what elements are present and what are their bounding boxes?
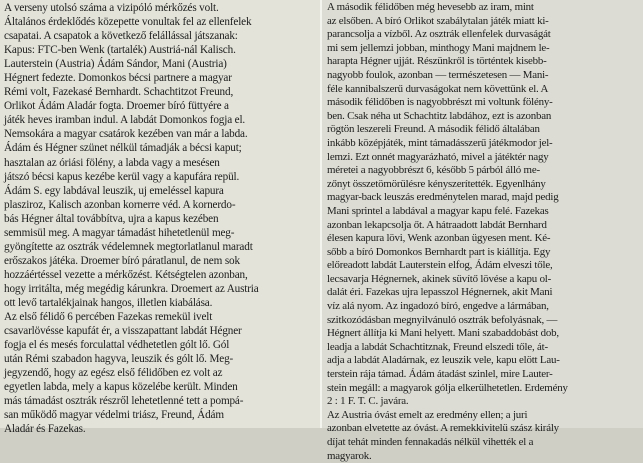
text-line: sőbb a bíró Domonkos Bernhardt part is kiállítja. Egy xyxy=(327,245,551,258)
text-line: Mani sprintel a labdával a magyar kapu felé. Fazekas xyxy=(327,204,549,217)
text-line: A verseny utolsó száma a vizipóló mérkőzés volt. xyxy=(4,2,219,14)
text-line: bás Hégner által továbbítva, ujra a kapus kezében xyxy=(4,212,219,225)
text-line: Hégnert állítja ki Mani helyett. Mani szabaddobást dob, xyxy=(327,327,559,340)
text-line: inkább középjáték, mint támadásszerű játékmodor jel- xyxy=(327,136,553,149)
text-line: lecsavarja Hégnernek, akinek süvítő lövése a kapu ol- xyxy=(327,272,552,285)
text-line: magyarok. xyxy=(327,449,372,462)
text-line: után Rémi szabadon hagyva, leuszik és gólt lő. Meg- xyxy=(4,353,234,366)
text-line: parancsolja a vízből. Az osztrák ellenfelek durvaságát xyxy=(327,28,551,41)
text-line: mi sem jellemzi jobban, minthogy Mani majdnem le- xyxy=(327,41,550,54)
text-line: más támadást osztrák részről lehetetlenné tett a pompá- xyxy=(4,395,244,408)
text-line: magyar-back leuszás eredménytelen marad, majd pedig xyxy=(327,191,559,204)
text-line: harapta Hégner ujját. Részünkről is történtek kisebb- xyxy=(327,55,547,68)
text-line: Kapus: FTC-ben Wenk (tartalék) Austriá-nál Kalisch. xyxy=(4,44,236,57)
text-line: dalát éri. Fazekas ujra lepasszol Hégnernek, akit Mani xyxy=(327,286,553,299)
text-line: azonban elvetette az óvást. A remekkivitelü szász király xyxy=(327,422,559,435)
text-line: nagyobb foulok, azonban — természetesen — Mani- xyxy=(327,68,549,81)
text-line: Aladár és Fazekas. xyxy=(4,423,86,436)
text-line: rögtön leszereli Freund. A második félidő általában xyxy=(327,123,540,136)
text-line: játszó bécsi kapus kezébe kerül vagy a kapufára repül. xyxy=(4,170,240,183)
text-line: Az Austria óvást emelt az eredmény ellen; a juri xyxy=(327,408,528,421)
text-line: féle kannibalszerű durvaságokat nem követtünk el. A xyxy=(327,82,549,95)
text-line: szitkozódásban megnyilvánuló osztrák befolyásnak, — xyxy=(327,313,558,326)
text-line: játék heves iramban indul. A labdát Domonkos fogja el. xyxy=(4,114,246,127)
text-line: csavarlövésse kapufát ér, a visszapattant labdát Hégner xyxy=(4,325,242,338)
text-line: az elsőben. A bíró Orlikot szabálytalan játék miatt ki- xyxy=(327,14,549,27)
article-column-left xyxy=(0,0,320,436)
text-line: semmisül meg. A magyar támadást hihetetlenül meg- xyxy=(4,226,235,239)
text-line: stein megáll: a magyarok gólja elkerülhetetlen. Erdemény xyxy=(327,381,568,394)
text-line: hozzáértéssel vezette a mérkőzést. Kétségtelen azonban, xyxy=(4,268,248,281)
text-line: Ádám és Hégner szünet nélkül támadják a bécsi kaput; xyxy=(4,142,242,155)
text-line: erőszakos játéka. Droemer bíró páratlanul, de nem sok xyxy=(4,254,240,267)
text-line: második félidőben is nagyobbrészt mi voltunk fölény- xyxy=(327,96,553,109)
text-line: hasztalan az óriási fölény, a labda vagy a mesésen xyxy=(4,156,220,169)
text-line: Általános érdeklődés közepette vonultak fel az ellenfelek xyxy=(4,16,252,29)
text-line: san működő magyar védelmi triász, Freund, Ádám xyxy=(4,409,224,422)
text-line: díjat tehát minden fennakadás nélkül vihették el a xyxy=(327,436,534,448)
text-line: ben. Csak néha ut Schachtitz labdához, ezt is azonban xyxy=(327,109,552,122)
text-line: gyöngítette az osztrák védelemnek megtorlatlanul maradt xyxy=(4,240,253,253)
text-line: A második félidőben még hevesebb az iram, mint xyxy=(327,1,534,13)
text-line: adja a labdát Aladárnak, ez leuszik vele, kapu elött Lau- xyxy=(327,354,560,367)
text-line: fogja el és mesés forculattal védhetetlen gólt lő. Gól xyxy=(4,339,230,352)
text-line: előreadott labdát Lauterstein elfog, Ádám elveszi tőle, xyxy=(327,259,553,272)
text-line: jegyzendő, hogy az egész első félidőben ez volt az xyxy=(4,367,223,380)
text-line: hogy irritálta, még megédig kárunkra. Droemert az Austria xyxy=(4,282,259,295)
text-line: Lauterstein (Austria) Ádám Sándor, Mani (Austria) xyxy=(4,58,227,71)
text-line: ott levő tartalékjainak hangos, illetlen kiabálása. xyxy=(4,296,213,309)
article-column-right xyxy=(322,0,643,462)
text-line: egyetlen labda, mely a kapus közelébe került. Minden xyxy=(4,381,238,394)
text-line: élesen kapura lövi, Wenk azonban ügyesen ment. Ké- xyxy=(327,232,551,245)
text-line: lemzi. Ezt onnét magyarázható, mivel a játéktér nagy xyxy=(327,150,549,163)
text-line: plasziroz, Kalisch azonban kornerre véd. A kornerdo- xyxy=(4,198,236,211)
text-line: Nemsokára a magyar csatárok kezében van már a labda. xyxy=(4,128,248,141)
text-line: leadja a labdát Schachtitznak, Freund elszedi tőle, át- xyxy=(327,340,548,353)
text-line: 2 : 1 F. T. C. javára. xyxy=(327,395,409,408)
text-line: Ádám S. egy labdával leuszik, uj emeléssel kapura xyxy=(4,184,224,197)
text-line: víz alá nyom. Az ingadozó bíró, engedve a lármában, xyxy=(327,300,549,313)
text-line: azonban lekapcsolja őt. A hátraadott labdát Bernhard xyxy=(327,218,547,231)
text-line: Az első félidő 6 percében Fazekas remekül ivelt xyxy=(4,311,213,324)
text-line: Hégnert fedezte. Domonkos bécsi partnere a magyar xyxy=(4,72,232,85)
text-line: méretei a nagyobbrészt 6, később 5 párból álló me- xyxy=(327,164,540,177)
text-line: Rémi volt, Fazekasé Bernhardt. Schachtitzot Freund, xyxy=(4,86,234,99)
text-line: Orlikot Ádám Aladár fogta. Droemer bíró füttyére a xyxy=(4,100,229,113)
text-line: terstein rája támad. Ádám átadást szinlel, mire Lauter- xyxy=(327,368,553,381)
text-line: csapatai. A csapatok a következő felállással játszanak: xyxy=(4,30,238,43)
text-line: zőnyt összetömörülésre kényszerítették. Egyenlhány xyxy=(327,177,546,190)
